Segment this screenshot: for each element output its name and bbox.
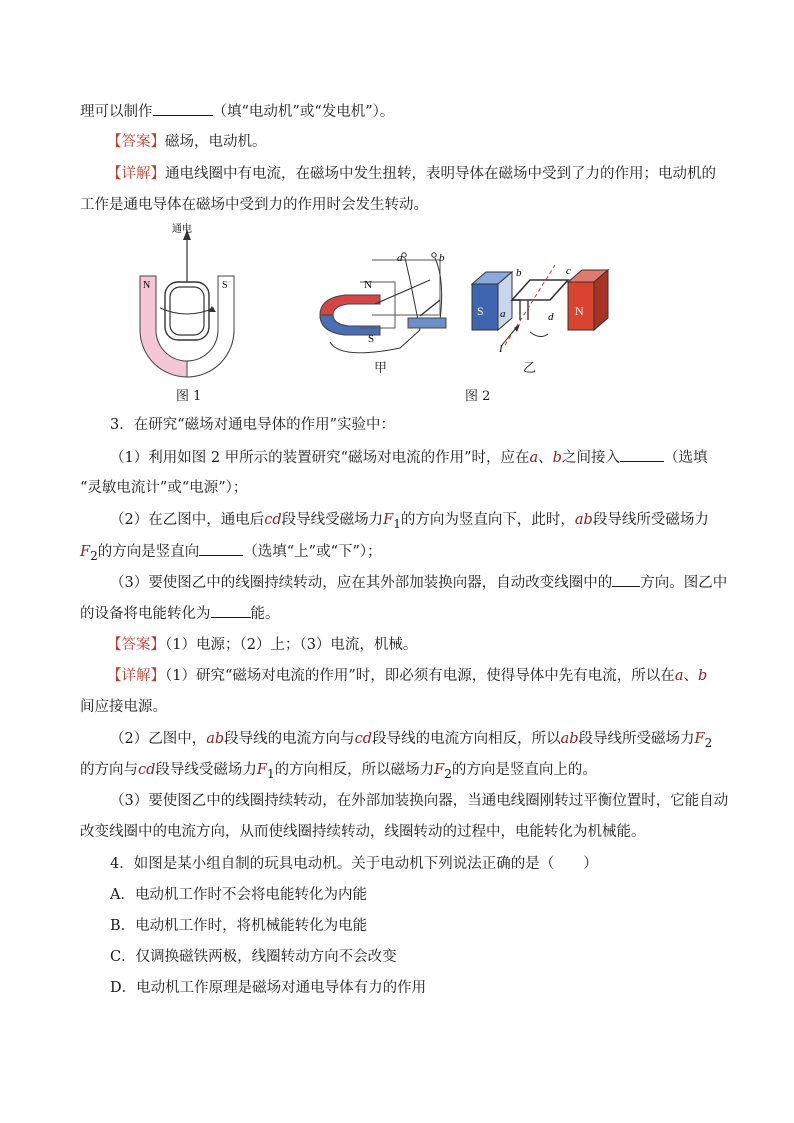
q4-option-b[interactable]: B．电动机工作时，将机械能转化为电能 (110, 918, 368, 934)
answer-tag: 【答案】 (107, 134, 165, 150)
q3-p2-blank[interactable] (199, 541, 243, 556)
q3-p1-text-c: （选填 (663, 450, 708, 466)
fig1-n-label: N (143, 280, 151, 291)
yi-c-label: c (566, 265, 571, 277)
q3-detail-line-3 (110, 729, 712, 753)
figure-2-caption: 图 2 (465, 389, 491, 404)
q3-p2-l2-text-a: 的方向是竖直向 (97, 544, 200, 560)
q2-text-2: （填“电动机”或“发电机”）。 (212, 104, 395, 120)
figure-2-yi (472, 265, 608, 355)
var-cd: cd (138, 762, 156, 778)
q2-detail-line-1 (107, 164, 716, 184)
q3-detail-line-6: 改变线圈中的电流方向，从而使线圈持续转动，线圈转动的过程中，电能转化为机械能。 (80, 824, 646, 840)
q3-part2-line-1 (110, 510, 709, 534)
detail-text: 通电线圈中有电流，在磁场中发生扭转，表明导体在磁场中受到了力的作用；电动机的 (165, 166, 716, 182)
q3-p2-text-a: （2）在乙图中，通电后 (110, 512, 265, 528)
var-F: F (434, 762, 445, 778)
q3-detail-line-2: 间应接电源。 (80, 699, 167, 715)
q4-option-a[interactable]: A．电动机工作时不会将电能转化为内能 (110, 887, 367, 903)
q4-option-c[interactable]: C．仅调换磁铁两极，线圈转动方向不会改变 (110, 949, 397, 965)
sub-1: 1 (266, 766, 275, 781)
var-F: F (383, 512, 394, 528)
q3-part3-line-1 (110, 572, 727, 593)
d3-text-b: 段导线的电流方向与 (224, 731, 355, 747)
fig1-s-label: S (222, 280, 228, 291)
var-a: a (529, 450, 539, 466)
jia-n-label: N (364, 279, 372, 291)
answer-text: （1）电源；（2）上；（3）电流，机械。 (165, 637, 418, 653)
q3-p3-blank-2[interactable] (211, 603, 251, 618)
var-ab: ab (560, 731, 579, 747)
d3-text-d: 段导线所受磁场力 (578, 731, 695, 747)
yi-i-label: I (499, 343, 503, 355)
q3-p3-l2-text-b: 能。 (250, 606, 280, 622)
q3-p2-text-d: 段导线所受磁场力 (592, 512, 709, 528)
yi-n-label: N (575, 304, 584, 318)
var-ab: ab (206, 731, 225, 747)
q3-p1-text-b: 之间接入 (561, 450, 620, 466)
answer-tag: 【答案】 (107, 637, 165, 653)
yi-b-label: b (516, 267, 522, 279)
figure-1-u-magnet (140, 222, 234, 377)
sep: 、 (538, 450, 553, 466)
var-F: F (694, 731, 705, 747)
yi-a-label: a (500, 308, 506, 320)
q2-answer (107, 132, 267, 152)
sub-2: 2 (444, 766, 452, 781)
d4-text-c: 的方向相反，所以磁场力 (274, 762, 435, 778)
detail-tag: 【详解】 (107, 668, 165, 684)
var-ab: ab (574, 512, 593, 528)
d4-text-a: 的方向与 (80, 762, 138, 778)
var-cd: cd (264, 512, 282, 528)
q4-option-d[interactable]: D．电动机工作原理是磁场对通电导体有力的作用 (110, 980, 427, 996)
var-b: b (552, 450, 562, 466)
var-cd: cd (354, 731, 373, 747)
yi-s-label: S (477, 304, 484, 318)
d4-text-b: 段导线受磁场力 (155, 762, 257, 778)
q3-detail-line-5: （3）要使图乙中的线圈持续转动，在外部加装换向器，当通电线圈刚转过平衡位置时，它能自动 (110, 793, 729, 809)
jia-b-label: b (439, 252, 445, 264)
q3-part1-line-1 (110, 447, 707, 468)
q2-detail-line-2: 工作是通电导体在磁场中受到力的作用时会发生转动。 (80, 197, 428, 213)
var-F: F (256, 762, 267, 778)
d4-text-d: 的方向是竖直向上的。 (451, 762, 597, 778)
sub-1: 1 (393, 516, 401, 531)
var-F2: F (80, 544, 91, 560)
yi-d-label: d (548, 311, 554, 323)
jia-s-label: S (368, 333, 375, 345)
fig1-top-label: 通电 (172, 224, 192, 235)
figure-jia-caption: 甲 (374, 361, 388, 376)
q2-text-1: 理可以制作 (80, 104, 153, 120)
q3-p2-text-b: 段导线受磁场力 (281, 512, 384, 528)
q3-p1-blank[interactable] (620, 447, 664, 462)
answer-text: 磁场，电动机。 (165, 134, 267, 150)
q3-part2-line-2 (80, 541, 382, 566)
q3-p3-blank-1[interactable] (612, 572, 640, 587)
q3-p3-text-b: 方向。图乙中 (640, 575, 728, 591)
q4-title: 4．如图是某小组自制的玩具电动机。关于电动机下列说法正确的是（ ） (110, 856, 598, 872)
q3-p1-text-a: （1）利用如图 2 甲所示的装置研究“磁场对电流的作用”时，应在 (110, 450, 530, 466)
figure-area (0, 220, 794, 400)
detail-tag: 【详解】 (107, 166, 165, 182)
q2-fill-line (80, 101, 394, 122)
sep: 、 (683, 668, 698, 684)
q2-blank[interactable] (153, 101, 213, 116)
sub-2: 2 (90, 548, 98, 563)
sub-2: 2 (704, 735, 713, 750)
d3-text-c: 段导线的电流方向相反，所以 (372, 731, 561, 747)
detail-text-1: （1）研究“磁场对电流的作用”时，即必须有电源，使得导体中先有电流，所以在 (165, 668, 675, 684)
q3-detail-line-4 (80, 760, 597, 784)
q3-title: 3．在研究“磁场对通电导体的作用”实验中： (110, 417, 396, 433)
d3-text-a: （2）乙图中， (110, 731, 207, 747)
q3-detail-line-1 (107, 666, 707, 686)
var-b: b (697, 668, 708, 684)
q3-part3-line-2 (80, 603, 280, 624)
q3-p2-text-c: 的方向为竖直向下，此时， (400, 512, 575, 528)
jia-a-label: a (397, 252, 403, 264)
figure-2-jia (320, 252, 446, 353)
q3-answer (107, 635, 417, 655)
q3-p3-text-a: （3）要使图乙中的线圈持续转动，应在其外部加装换向器，自动改变线圈中的 (110, 575, 613, 591)
figure-yi-caption: 乙 (523, 361, 537, 376)
q3-p3-l2-text-a: 的设备将电能转化为 (80, 606, 211, 622)
q3-p2-l2-text-b: （选填“上”或“下”）； (243, 544, 382, 560)
var-a: a (674, 668, 684, 684)
figure-1-caption: 图 1 (176, 389, 202, 404)
q3-part1-line-2: “灵敏电流计”或“电源”）； (80, 480, 248, 496)
